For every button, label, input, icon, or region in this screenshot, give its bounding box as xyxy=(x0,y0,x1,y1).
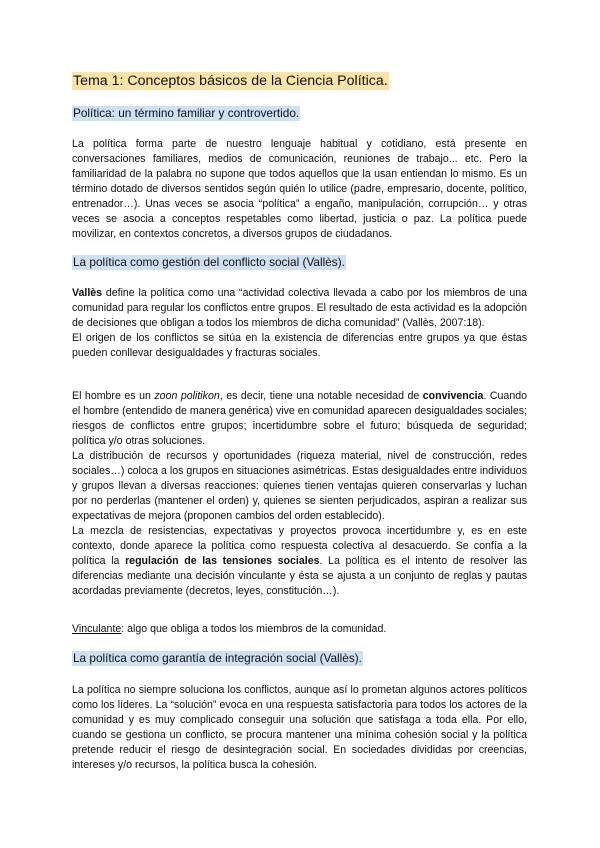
author-name: Vallès xyxy=(72,287,103,299)
paragraph-definition xyxy=(72,286,527,331)
paragraph: La política forma parte de nuestro lenguaje habitual y cotidiano, está presente en conversaciones familiares, medios de comunicación, reuniones de trabajo... etc. Pero la familiaridad de la palabra no supone que todos aquellos que la usan entiendan lo mismo. Es un término dotado de diversos sentidos según quién lo utilice (padre, empresario, docente, político, entrenador…). Unas veces se asocia “política” a engaño, manipulación, corrupción… y otras veces se asocia a conceptos respetables como libertad, justicia o paz. La política puede movilizar, en contextos concretos, a diversos grupos de ciudadanos. xyxy=(72,138,527,240)
definition-body: : algo que obliga a todos los miembros de la comunidad. xyxy=(121,623,387,635)
page-title: Tema 1: Conceptos básicos de la Ciencia Política. xyxy=(73,73,388,89)
defined-term: Vinculante xyxy=(72,623,122,635)
bold-term: convivencia xyxy=(422,390,484,402)
definition-note xyxy=(72,622,527,637)
section-3-body xyxy=(72,683,527,773)
paragraph: La política no siempre soluciona los conflictos, aunque así lo prometan algunos actores políticos como los líderes. La “solución” evoca en una respuesta satisfactoria para todos los actores de la comunidad y es muy complicado conseguir una solución que satisfaga a toda ella. Por ello, cuando se gestiona un conflicto, se procura mantener una mínima cohesión social y la política pretende reducir el riesgo de desintegración social. En sociedades divididas por creencias, intereses y/o recursos, la política busca la cohesión. xyxy=(72,684,527,771)
paragraph-regulation xyxy=(72,524,527,599)
text-span: . La política es el intento de resolver las diferencias mediante una decisión vinculante y ésta se ajusta a un conjunto de reglas y pautas acordadas previamente (decretos, leyes, constitución…). xyxy=(72,555,527,597)
section-2-body-continued xyxy=(72,389,527,599)
definition-text: define la política como una “actividad colectiva llevada a cabo por los miembros de una comunidad para regular los conflictos entre grupos. El resultado de esta actividad es la adopción de decisiones que obligan a todos los miembros de dicha comunidad” (Vallès, 2007:18). xyxy=(72,287,527,329)
text-span: , es decir, tiene una notable necesidad de xyxy=(219,390,423,402)
section-heading-2: La política como gestión del conflicto social (Vallès). xyxy=(73,255,345,269)
paragraph-zoon-politikon xyxy=(72,389,527,449)
italic-term: zoon politikon xyxy=(154,390,220,402)
vinculante-definition xyxy=(72,622,527,637)
paragraph-resource-distribution: La distribución de recursos y oportunidades (riqueza material, nivel de construcción, redes sociales…) coloca a los grupos en situaciones asimétricas. Estas desigualdades entre individuos y grupos llevan a diversas reacciones: quienes tienen ventajas quieren conservarlas y luchan por no perderlas (mantener el orden) y, quienes se sienten perjudicados, aspiran a realizar sus expectativas de mejora (proponen cambios del orden establecido). xyxy=(72,450,527,522)
section-2-body xyxy=(72,286,527,361)
section-1-body xyxy=(72,137,527,242)
text-span: La mezcla de resistencias, expectativas y proyectos provoca incertidumbre y, es en este contexto, donde aparece la política como respuesta colectiva al desacuerdo. Se confía a la política la xyxy=(72,525,527,567)
section-heading-3: La política como garantía de integración social (Vallès). xyxy=(73,651,362,665)
text-span: El hombre es un xyxy=(72,390,155,402)
text-span: . Cuando el hombre (entendido de manera genérica) vive en comunidad aparecen desigualdades sociales; riesgos de conflictos entre grupos; incertidumbre sobre el futuro; búsqueda de seguridad; política y/o otras soluciones. xyxy=(72,390,528,447)
bold-term: regulación de las tensiones sociales xyxy=(125,555,320,567)
paragraph-conflict-origin: El origen de los conflictos se sitúa en la existencia de diferencias entre grupos ya que éstas pueden conllevar desigualdades y fracturas sociales. xyxy=(72,332,527,359)
section-heading-1: Política: un término familiar y controvertido. xyxy=(73,106,300,120)
